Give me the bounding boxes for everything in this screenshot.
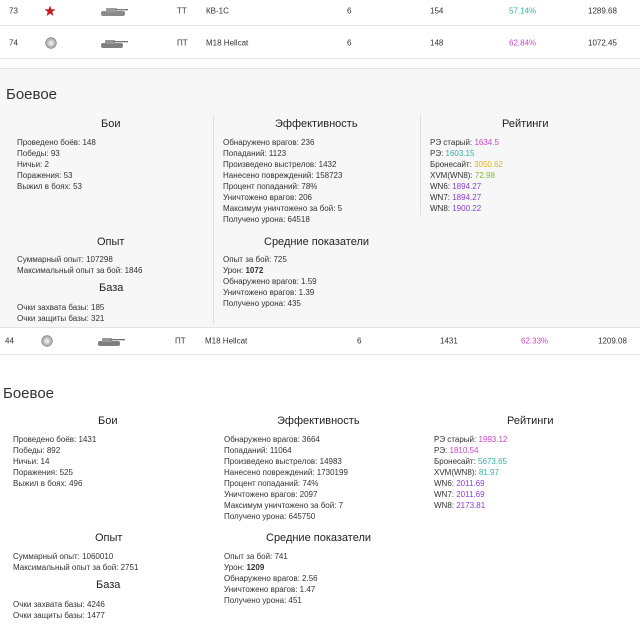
- rating-label: РЭ старый:: [434, 435, 479, 444]
- tank-icon: [99, 5, 129, 17]
- stat-value: 1.59: [301, 277, 317, 286]
- rating-value: 1289.68: [588, 6, 617, 15]
- row-number: 74: [9, 38, 18, 47]
- table-row[interactable]: [0, 328, 640, 355]
- winrate: 57.14%: [509, 6, 537, 15]
- stat-line: Выжил в боях: 53: [17, 182, 82, 191]
- rating-value: 5673.65: [478, 457, 507, 466]
- stat-value: 1.39: [298, 288, 315, 297]
- rating-line: [434, 446, 478, 457]
- rating-label: XVM(WN8):: [434, 468, 479, 477]
- section-heading-effectiveness: Эффективность: [275, 118, 358, 130]
- stat-line: Проведено боёв: 1431: [13, 435, 97, 444]
- vehicle-tier: 6: [347, 38, 352, 47]
- stat-line: Проведено боёв: 148: [17, 138, 96, 147]
- section-heading-opyt: Опыт: [97, 236, 125, 248]
- rating-label: WN6:: [434, 479, 457, 488]
- stat-line: Процент попаданий: 78%: [223, 182, 318, 191]
- stat-line: Очки захвата базы: 185: [17, 303, 105, 312]
- rating-value: 72.98: [474, 171, 495, 180]
- stat-line: Получено урона: 64518: [223, 215, 310, 224]
- stat-label: Получено урона:: [224, 596, 289, 605]
- rating-label: WN7:: [430, 193, 453, 202]
- section-heading-boi: Бои: [101, 118, 121, 130]
- stat-line: [224, 563, 264, 574]
- stat-line: Максимальный опыт за бой: 2751: [13, 563, 139, 572]
- stat-line: Суммарный опыт: 107298: [17, 255, 113, 264]
- stat-line: Максимум уничтожено за бой: 7: [224, 501, 344, 510]
- rating-line: [430, 182, 481, 193]
- rating-line: [434, 490, 485, 501]
- rating-value: 1993.12: [478, 435, 508, 444]
- rating-label: РЭ старый:: [430, 138, 475, 147]
- stat-line: Ничьи: 2: [17, 160, 49, 169]
- row-number: 73: [9, 6, 18, 15]
- rating-line: [434, 501, 485, 512]
- vehicle-name: M18 Hellcat: [205, 336, 248, 346]
- rating-value: 1894.27: [452, 182, 482, 191]
- battles-count: 1431: [440, 336, 458, 346]
- rating-label: РЭ:: [434, 446, 450, 455]
- battles-count: 154: [430, 6, 444, 15]
- section-heading-ratings: Рейтинги: [507, 415, 554, 427]
- stat-label: Обнаружено врагов:: [223, 277, 302, 286]
- rating-line: [434, 435, 507, 446]
- stat-line: [223, 277, 317, 288]
- stat-label: Урон:: [223, 266, 246, 275]
- section-heading-baza: База: [96, 579, 121, 591]
- winrate: 62.84%: [509, 38, 537, 47]
- stat-line: Обнаружено врагов: 236: [223, 138, 315, 147]
- panel-title: Боевое: [6, 86, 58, 103]
- stat-line: Максимальный опыт за бой: 1846: [17, 266, 143, 275]
- section-heading-baza: База: [99, 282, 124, 294]
- stat-line: Выжил в боях: 496: [13, 479, 83, 488]
- stat-line: Победы: 93: [17, 149, 60, 158]
- stat-line: [224, 585, 315, 596]
- vehicle-name: M18 Hellcat: [206, 38, 249, 47]
- stat-value: 741: [274, 552, 288, 561]
- stat-line: Уничтожено врагов: 2097: [224, 490, 318, 499]
- stat-line: [223, 255, 287, 266]
- medal-icon: [41, 335, 53, 347]
- section-heading-averages: Средние показатели: [266, 532, 372, 544]
- stat-line: Нанесено повреждений: 1730199: [224, 468, 348, 477]
- rating-label: XVM(WN8):: [430, 171, 475, 180]
- rating-value: 3050.62: [474, 160, 503, 169]
- rating-value: 1072.45: [588, 38, 617, 47]
- table-row[interactable]: [0, 27, 640, 59]
- stat-line: Очки захвата базы: 4246: [13, 600, 105, 609]
- rating-line: [434, 457, 507, 468]
- stat-line: [224, 596, 302, 607]
- stat-line: Произведено выстрелов: 14983: [224, 457, 342, 466]
- rating-value: 81.97: [478, 468, 499, 477]
- column-divider: [420, 115, 421, 215]
- rating-value: 1209.08: [598, 336, 627, 346]
- rating-line: [430, 149, 474, 160]
- stat-line: Произведено выстрелов: 1432: [223, 160, 337, 169]
- rating-line: [430, 171, 495, 182]
- vehicle-type: ТТ: [177, 6, 187, 15]
- stat-line: Обнаружено врагов: 3664: [224, 435, 320, 444]
- stat-label: Опыт за бой:: [223, 255, 274, 264]
- rating-line: [430, 160, 503, 171]
- vehicle-type: ПТ: [175, 336, 186, 346]
- rating-line: [430, 204, 481, 215]
- stat-line: Победы: 892: [13, 446, 61, 455]
- stat-line: Очки защиты базы: 1477: [13, 611, 105, 620]
- stat-line: Поражения: 525: [13, 468, 73, 477]
- stat-line: Максимум уничтожено за бой: 5: [223, 204, 343, 213]
- stat-value: 451: [288, 596, 302, 605]
- rating-value: 2173.81: [456, 501, 486, 510]
- red-star-icon: [44, 5, 56, 17]
- stat-line: Ничьи: 14: [13, 457, 50, 466]
- battles-count: 148: [430, 38, 444, 47]
- stat-line: Уничтожено врагов: 206: [223, 193, 312, 202]
- battle-stats-panel: [0, 356, 640, 628]
- rating-label: WN7:: [434, 490, 457, 499]
- rating-label: WN8:: [430, 204, 453, 213]
- stat-label: Получено урона:: [223, 299, 288, 308]
- rating-value: 2011.69: [456, 479, 485, 488]
- stat-value: 1072: [245, 266, 264, 275]
- vehicle-tier: 6: [347, 6, 352, 15]
- battle-stats-panel: [0, 68, 640, 328]
- section-heading-boi: Бои: [98, 415, 118, 427]
- section-heading-ratings: Рейтинги: [502, 118, 549, 130]
- rating-line: [434, 479, 485, 490]
- stat-label: Уничтожено врагов:: [224, 585, 300, 594]
- stat-line: [223, 299, 301, 310]
- rating-value: 1603.15: [445, 149, 475, 158]
- panel-title: Боевое: [3, 385, 55, 402]
- rating-value: 1900.22: [452, 204, 482, 213]
- rating-label: РЭ:: [430, 149, 446, 158]
- stat-value: 1.47: [299, 585, 316, 594]
- rating-line: [430, 193, 481, 204]
- stat-line: Попаданий: 11064: [224, 446, 292, 455]
- rating-value: 1810.54: [449, 446, 479, 455]
- rating-line: [430, 138, 499, 149]
- stat-line: [224, 552, 288, 563]
- stat-line: [223, 266, 263, 277]
- stat-line: Нанесено повреждений: 158723: [223, 171, 343, 180]
- stat-value: 1209: [246, 563, 265, 572]
- rating-line: [434, 468, 499, 479]
- column-divider: [213, 115, 214, 325]
- rating-value: 1634.5: [474, 138, 499, 147]
- stat-label: Уничтожено врагов:: [223, 288, 299, 297]
- stat-value: 725: [273, 255, 287, 264]
- row-number: 44: [5, 336, 14, 346]
- stat-line: Попаданий: 1123: [223, 149, 287, 158]
- rating-value: 1894.27: [452, 193, 482, 202]
- medal-icon: [45, 37, 57, 49]
- rating-label: Бронесайт:: [434, 457, 479, 466]
- stat-value: 435: [287, 299, 301, 308]
- rating-value: 2011.69: [456, 490, 485, 499]
- vehicle-name: КВ-1С: [206, 6, 229, 15]
- winrate: 62.33%: [521, 336, 549, 346]
- tank-icon: [99, 37, 129, 49]
- stat-label: Обнаружено врагов:: [224, 574, 303, 583]
- rating-label: Бронесайт:: [430, 160, 475, 169]
- rating-label: WN8:: [434, 501, 457, 510]
- section-heading-opyt: Опыт: [95, 532, 123, 544]
- stat-label: Урон:: [224, 563, 247, 572]
- section-heading-averages: Средние показатели: [264, 236, 370, 248]
- stat-label: Опыт за бой:: [224, 552, 275, 561]
- section-heading-effectiveness: Эффективность: [277, 415, 360, 427]
- stat-line: Поражения: 53: [17, 171, 73, 180]
- stat-line: Очки защиты базы: 321: [17, 314, 105, 323]
- stat-value: 2.56: [302, 574, 318, 583]
- stat-line: Суммарный опыт: 1060010: [13, 552, 114, 561]
- table-row[interactable]: [0, 0, 640, 26]
- vehicle-type: ПТ: [177, 38, 188, 47]
- stat-line: [223, 288, 314, 299]
- tank-icon: [96, 335, 126, 347]
- stat-line: [224, 574, 318, 585]
- rating-label: WN6:: [430, 182, 453, 191]
- vehicle-tier: 6: [357, 336, 362, 346]
- stat-line: Получено урона: 645750: [224, 512, 316, 521]
- stat-line: Процент попаданий: 74%: [224, 479, 319, 488]
